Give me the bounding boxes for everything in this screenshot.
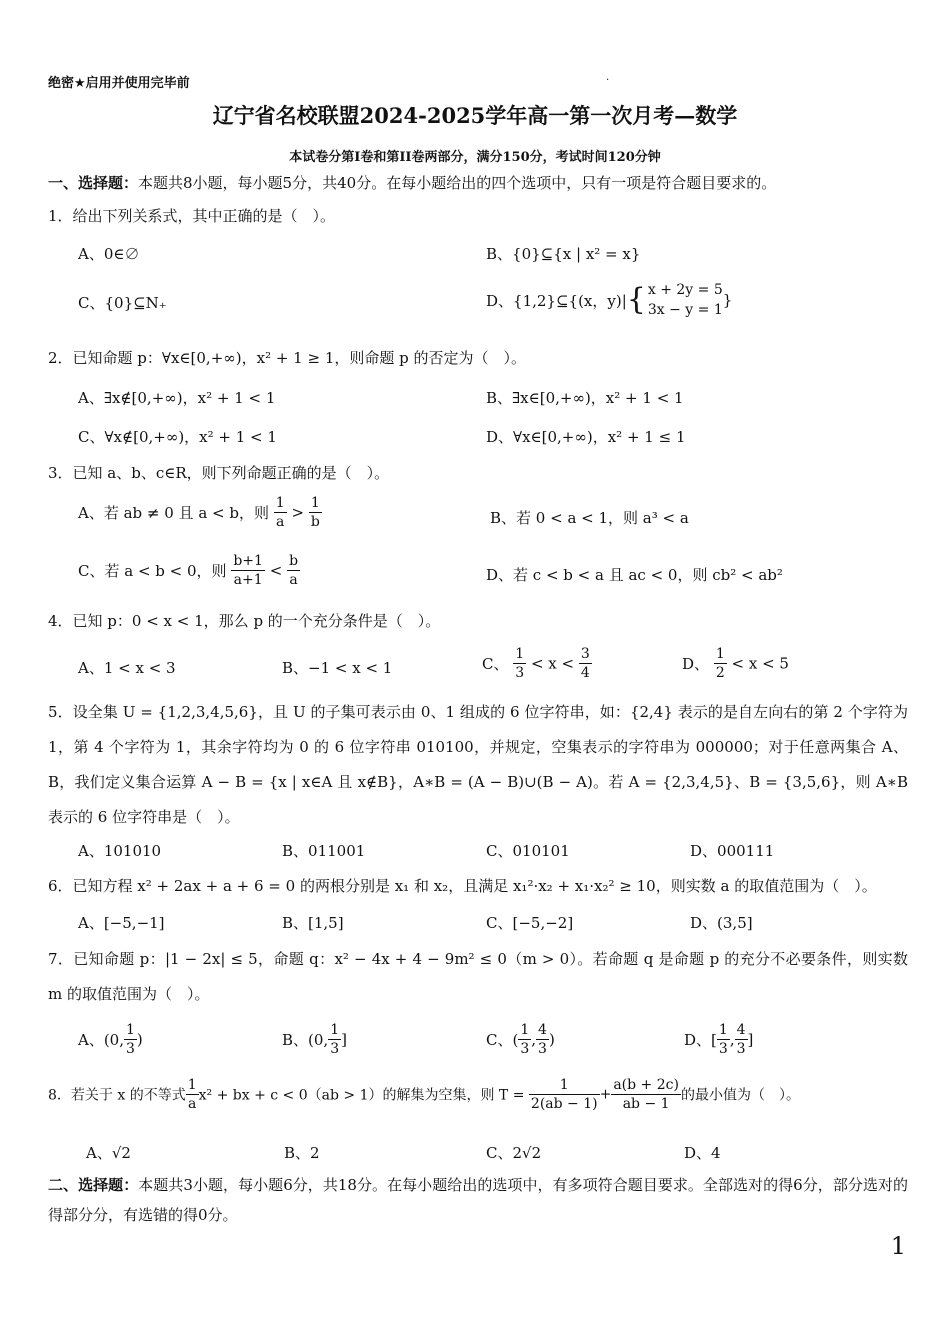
- question-8-option-d: D、4: [684, 1144, 721, 1162]
- question-3-option-d: D、若 c < b < a 且 ac < 0，则 cb² < ab²: [486, 566, 783, 584]
- exam-subtitle: 本试卷分第I卷和第II卷两部分，满分150分，考试时间120分钟: [289, 150, 661, 165]
- section-1-heading: [48, 172, 776, 193]
- question-7-option-d: D、[ $\frac{1}{3}$ , $\frac{4}{3}$ ]: [684, 1022, 754, 1057]
- question-1-option-d: D、{1,2}⊆{(x，y)|{ x + 2y = 5 3x − y = 1 }: [486, 282, 733, 318]
- question-5-option-a: A、101010: [78, 842, 162, 860]
- question-2-option-c: C、∀x∉[0,+∞)，x² + 1 < 1: [78, 428, 277, 446]
- question-7-option-a: A、(0, $\frac{1}{3}$ ): [78, 1022, 143, 1057]
- section-1-text: 本题共8小题，每小题5分，共40分。在每小题给出的四个选项中，只有一项是符合题目要求的。: [138, 174, 777, 192]
- question-8-option-c: C、2√2: [486, 1144, 542, 1162]
- question-2-option-b: B、∃x∈[0,+∞)，x² + 1 < 1: [486, 389, 684, 407]
- question-8-option-b: B、2: [284, 1144, 320, 1162]
- question-6-option-c: C、[−5,−2]: [486, 914, 574, 932]
- question-1-stem: 1．给出下列关系式，其中正确的是（ ）。: [48, 207, 336, 225]
- question-1-system-eq1: x + 2y = 5: [647, 282, 723, 298]
- section-2-label: 二、选择题：: [48, 1176, 139, 1194]
- question-1-option-a: A、0∈∅: [78, 245, 140, 263]
- question-2-option-d: D、∀x∈[0,+∞)，x² + 1 ≤ 1: [486, 428, 686, 446]
- question-4-option-b: B、−1 < x < 1: [282, 659, 393, 677]
- question-8-option-a: A、√2: [86, 1144, 131, 1162]
- question-2-stem: 2．已知命题 p：∀x∈[0,+∞)，x² + 1 ≥ 1，则命题 p 的否定为（ ）。: [48, 349, 527, 367]
- question-4-stem: 4．已知 p：0 < x < 1，那么 p 的一个充分条件是（ ）。: [48, 612, 441, 630]
- question-6-option-a: A、[−5,−1]: [78, 914, 165, 932]
- question-8-stem: 8．若关于 x 的不等式 $\frac{1}{a}$ x² + bx + c < 0（ab > 1）的解集为空集，则 T = $\frac{1}{2(ab - 1)}$ + $\frac{a(b + 2c)}{ab - 1}$ 的最小值为（ ）。: [48, 1077, 800, 1112]
- section-2-heading: [48, 1170, 908, 1230]
- header-dot: .: [606, 72, 610, 83]
- question-3-stem: 3．已知 a、b、c∈R，则下列命题正确的是（ ）。: [48, 464, 390, 482]
- question-4-option-d: D、 $\frac{1}{2}$ < x < 5: [682, 646, 789, 681]
- question-1-option-b: B、{0}⊆{x | x² = x}: [486, 245, 641, 263]
- section-2-text: 本题共3小题，每小题6分，共18分。在每小题给出的选项中，有多项符合题目要求。全部选对的得6分，部分选对的得部分分，有选错的得0分。: [48, 1176, 908, 1224]
- question-7-option-b: B、(0, $\frac{1}{3}$ ]: [282, 1022, 347, 1057]
- question-3-option-c: C、若 a < b < 0，则 $\frac{b+1}{a+1}$ < $\frac{b}{a}$: [78, 553, 299, 588]
- question-5-option-d: D、000111: [690, 842, 775, 860]
- question-2-option-a: A、∃x∉[0,+∞)，x² + 1 < 1: [78, 389, 276, 407]
- page-number: 1: [890, 1232, 906, 1260]
- question-4-option-a: A、1 < x < 3: [78, 659, 176, 677]
- question-6-stem: 6．已知方程 x² + 2ax + a + 6 = 0 的两根分别是 x₁ 和 x₂，且满足 x₁²·x₂ + x₁·x₂² ≥ 10，则实数 a 的取值范围为（ ）。: [48, 877, 877, 895]
- question-1-system-eq2: 3x − y = 1: [647, 302, 723, 318]
- section-1-label: 一、选择题：: [48, 174, 139, 192]
- question-6-option-b: B、[1,5]: [282, 914, 344, 932]
- question-1-option-c: C、{0}⊆N₊: [78, 294, 167, 312]
- question-5-option-b: B、011001: [282, 842, 366, 860]
- question-5-stem: 5．设全集 U = {1,2,3,4,5,6}，且 U 的子集可表示由 0、1 组成的 6 位字符串，如：{2,4} 表示的是自左向右的第 2 个字符为 1，第 4 个字符为 1，其余字符均为 0 的 6 位字符串 010100，并规定，空集表示的字符串为 000000；对于任意两集合 A、B，我们定义集合运算 A − B = {x | x∈A 且 x∉B}，A∗B = (A − B)∪(B − A)。若 A = {2,3,4,5}、B = {3,5,6}，则 A∗B 表示的 6 位字符串是（ ）。: [48, 703, 908, 826]
- question-3-option-b: B、若 0 < a < 1，则 a³ < a: [490, 509, 689, 527]
- question-4-option-c: C、 $\frac{1}{3}$ < x < $\frac{3}{4}$: [482, 646, 590, 681]
- confidential-label: 绝密★启用并使用完毕前: [48, 76, 190, 91]
- question-3-option-a: A、若 ab ≠ 0 且 a < b，则 $\frac{1}{a}$ > $\frac{1}{b}$: [78, 495, 320, 530]
- question-7-option-c: C、( $\frac{1}{3}$ , $\frac{4}{3}$ ): [486, 1022, 555, 1057]
- question-5-option-c: C、010101: [486, 842, 570, 860]
- question-6-option-d: D、(3,5]: [690, 914, 753, 932]
- exam-title: 辽宁省名校联盟2024-2025学年高一第一次月考—数学: [212, 103, 738, 128]
- question-7-stem: 7．已知命题 p：|1 − 2x| ≤ 5，命题 q：x² − 4x + 4 − 9m² ≤ 0（m > 0）。若命题 q 是命题 p 的充分不必要条件，则实数 m 的取值范围为（ ）。: [48, 950, 908, 1003]
